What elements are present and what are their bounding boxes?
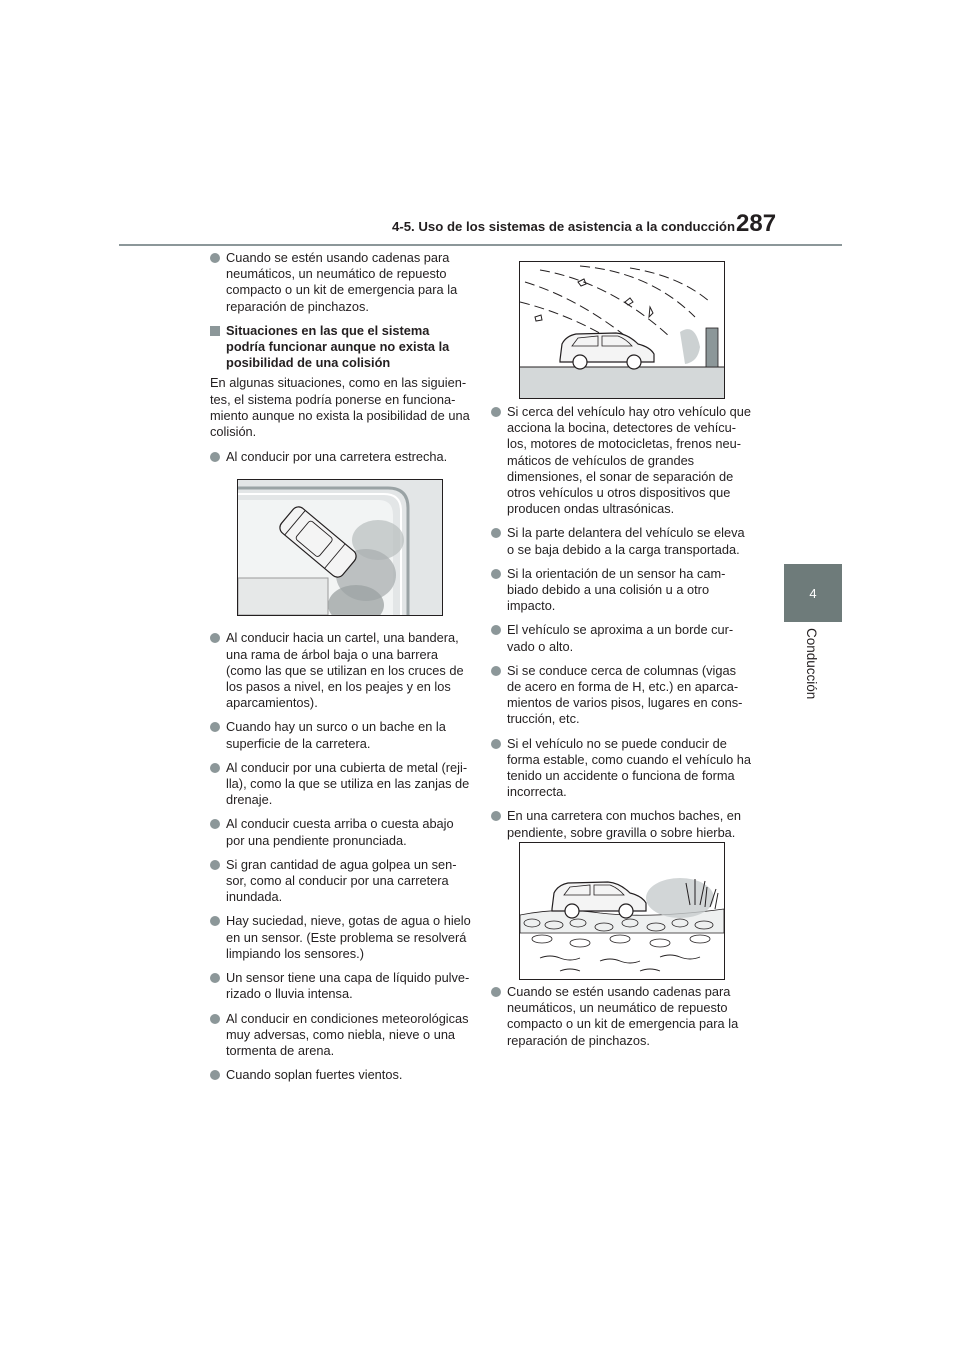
square-bullet-icon	[210, 326, 220, 336]
bullet-icon	[210, 763, 220, 773]
bullet-icon	[491, 569, 501, 579]
bullet-icon	[491, 739, 501, 749]
list-item: Cuando soplan fuertes vientos.	[210, 1067, 472, 1083]
list-item: Al conducir por una carretera estrecha.	[210, 449, 472, 465]
bullet-icon	[210, 973, 220, 983]
list-item: Cuando se estén usando cadenas para neumáticos, un neumático de repuesto compacto o un kit de emergencia para la reparación de pinchazos.	[210, 250, 472, 315]
bullet-icon	[210, 253, 220, 263]
bullet-icon	[210, 860, 220, 870]
strong-wind-illustration	[519, 261, 725, 399]
bullet-icon	[210, 1014, 220, 1024]
list-item: Si el vehículo no se puede conducir de forma estable, como cuando el vehículo ha tenido un accidente o funciona de forma incorrecta.	[491, 736, 753, 801]
chapter-label: Conducción	[804, 628, 819, 700]
bullet-icon	[491, 987, 501, 997]
bullet-icon	[210, 1070, 220, 1080]
bullet-icon	[210, 633, 220, 643]
list-item: En una carretera con muchos baches, en pendiente, sobre gravilla o sobre hierba.	[491, 808, 753, 840]
narrow-road-illustration	[237, 479, 443, 616]
list-item: Al conducir por una cubierta de metal (reji-lla), como la que se utiliza en las zanjas de drenaje.	[210, 760, 472, 809]
list-item: Si la parte delantera del vehículo se eleva o se baja debido a la carga transportada.	[491, 525, 753, 557]
page-number: 287	[736, 210, 777, 237]
bullet-icon	[491, 666, 501, 676]
left-column	[210, 250, 472, 1091]
list-item: Cuando se estén usando cadenas para neumáticos, un neumático de repuesto compacto o un kit de emergencia para la reparación de pinchazos.	[491, 984, 753, 1049]
list-item: Al conducir hacia un cartel, una bandera, una rama de árbol baja o una barrera (como las que se utilizan en los cruces de los pasos a nivel, en los peajes y en los aparcamientos).	[210, 630, 472, 711]
chapter-tab[interactable]	[784, 564, 842, 622]
rough-road-illustration	[519, 842, 725, 980]
section-heading: Situaciones en las que el sistema podría funcionar aunque no exista la posibilidad de una colisión	[210, 323, 472, 372]
list-item: Si gran cantidad de agua golpea un sen-sor, como al conducir por una carretera inundada.	[210, 857, 472, 906]
intro-paragraph: En algunas situaciones, como en las siguien-tes, el sistema podría ponerse en funciona-miento aunque no exista la posibilidad de una colisión.	[210, 375, 470, 440]
bullet-icon	[491, 528, 501, 538]
bullet-icon	[210, 819, 220, 829]
list-item: Un sensor tiene una capa de líquido pulve-rizado o lluvia intensa.	[210, 970, 472, 1002]
bullet-icon	[491, 625, 501, 635]
list-item: Al conducir cuesta arriba o cuesta abajo por una pendiente pronunciada.	[210, 816, 472, 848]
list-item: El vehículo se aproxima a un borde cur-vado o alto.	[491, 622, 753, 654]
list-item: Si se conduce cerca de columnas (vigas de acero en forma de H, etc.) en aparca-mientos de varios pisos, lugares en cons-trucción, etc.	[491, 663, 753, 728]
right-column	[491, 404, 753, 849]
bullet-icon	[210, 916, 220, 926]
list-item: Al conducir en condiciones meteorológicas muy adversas, como niebla, nieve o una tormenta de arena.	[210, 1011, 472, 1060]
list-item: Si cerca del vehículo hay otro vehículo que acciona la bocina, detectores de vehícu-los, motores de motocicletas, frenos neu-máticos de vehículos de grandes dimensiones, el sonar de separación de otros vehículos u otros dispositivos que producen ondas ultrasónicas.	[491, 404, 753, 517]
bullet-icon	[210, 452, 220, 462]
list-item: Si la orientación de un sensor ha cam-biado debido a una colisión u a otro impacto.	[491, 566, 753, 615]
section-title: 4-5. Uso de los sistemas de asistencia a la conducción	[392, 219, 736, 234]
chapter-number: 4	[809, 585, 817, 601]
bullet-icon	[491, 407, 501, 417]
list-item: Cuando hay un surco o un bache en la superficie de la carretera.	[210, 719, 472, 751]
list-item: Hay suciedad, nieve, gotas de agua o hielo en un sensor. (Este problema se resolverá limpiando los sensores.)	[210, 913, 472, 962]
bullet-icon	[210, 722, 220, 732]
header-rule	[119, 244, 842, 246]
bullet-icon	[491, 811, 501, 821]
right-column-bottom	[491, 984, 753, 1057]
